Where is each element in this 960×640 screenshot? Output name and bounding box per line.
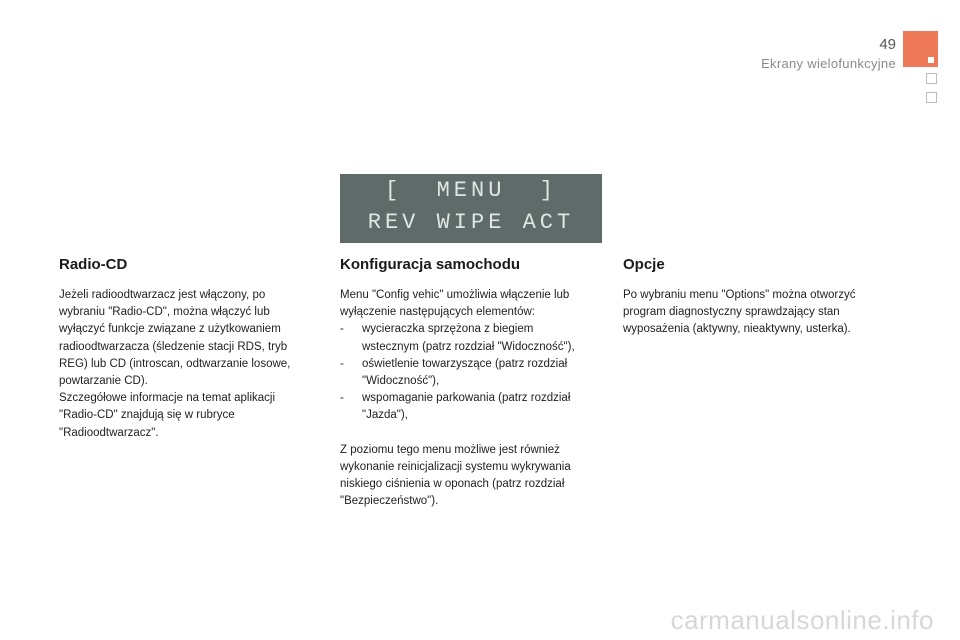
- radio-cd-heading: Radio-CD: [59, 256, 128, 273]
- section-title: Ekrany wielofunkcyjne: [761, 56, 896, 71]
- vehicle-config-intro: Menu "Config vehic" umożliwia włączenie lub wyłączenie następujących elementów:: [340, 289, 570, 319]
- lcd-display: [340, 174, 602, 243]
- list-dash: -: [340, 357, 344, 370]
- watermark: carmanualsonline.info: [670, 605, 934, 635]
- list-dash: -: [340, 323, 344, 336]
- vehicle-config-section: [340, 256, 590, 510]
- options-paragraph: Po wybraniu menu "Options" można otworzyć program diagnostyczny sprawdzający stan wyposażenia (aktywny, nieaktywny, usterka).: [623, 289, 856, 336]
- list-item: [340, 356, 590, 390]
- list-dash: -: [340, 392, 344, 405]
- lcd-line-1: [ MENU ]: [384, 178, 558, 203]
- list-item-text: wspomaganie parkowania (patrz rozdział "Jazda"),: [362, 392, 571, 422]
- tab-square-icon: [928, 57, 934, 63]
- chapter-tab-box: [926, 73, 937, 84]
- chapter-tab-marker: [903, 31, 938, 67]
- list-item: [340, 390, 590, 424]
- options-section: [623, 256, 873, 339]
- radio-cd-paragraph: Szczegółowe informacje na temat aplikacji "Radio-CD" znajdują się w rubryce "Radioodtwarzacz".: [59, 392, 276, 439]
- lcd-line-2: REV WIPE ACT: [367, 210, 575, 235]
- list-item: [340, 321, 590, 355]
- chapter-tab-box: [926, 92, 937, 103]
- options-heading: Opcje: [623, 256, 665, 273]
- vehicle-config-outro: Z poziomu tego menu możliwe jest również wykonanie reinicjalizacji systemu wykrywania niskiego ciśnienia w oponach (patrz rozdział "Bezpieczeństwo").: [340, 443, 571, 508]
- page-number: 49: [879, 36, 896, 53]
- vehicle-config-list: [340, 321, 590, 424]
- list-item-text: oświetlenie towarzyszące (patrz rozdział "Widoczność"),: [362, 357, 568, 388]
- radio-cd-section: [59, 256, 309, 442]
- vehicle-config-heading: Konfiguracja samochodu: [340, 256, 521, 273]
- list-item-text: wycieraczka sprzężona z biegiem wstecznym (patrz rozdział "Widoczność"),: [362, 323, 575, 353]
- radio-cd-paragraph: Jeżeli radioodtwarzacz jest włączony, po wybraniu "Radio-CD", można włączyć lub wyłączyć funkcje związane z użytkowaniem radioodtwarzacza (śledzenie stacji RDS, tryb REG) lub CD (introscan, odtwarzanie losowe, powtarzanie CD).: [59, 289, 291, 388]
